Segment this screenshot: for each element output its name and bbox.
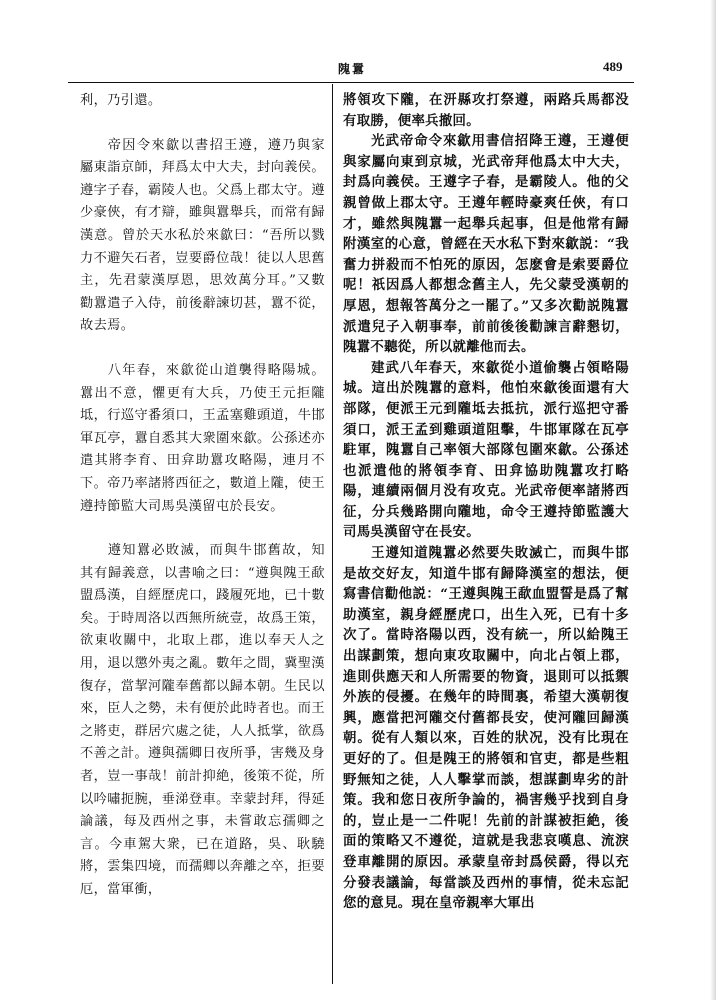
- translation-column: [343, 90, 629, 914]
- right-paragraph-2: 建武八年春天，來歙從小道偷襲占領略陽城。這出於隗囂的意料，他怕來歙後面還有大部隊，便派王元到隴坻去抵抗，派行巡把守番須口，派王孟到雞頭道阻擊，牛邯軍隊在瓦亭駐軍，隗囂自己率領大部隊包圍來歙。公孫述也派遣他的將領李育、田弇協助隗囂攻打略陽，連續兩個月没有攻克。光武帝便率諸將西征，分兵幾路開向隴地，命令王遵持節監護大司馬吳漢留守在長安。: [343, 359, 629, 541]
- header-rule: [68, 82, 634, 83]
- original-text-column: [80, 90, 325, 902]
- right-paragraph-1: 光武帝命令來歙用書信招降王遵，王遵便與家屬向東到京城，光武帝拜他爲太中大夫，封爲向義侯。王遵字子春，是霸陵人。他的父親曾做上郡太守。王遵年輕時豪爽任俠，有口才，雖然與隗囂一起舉兵起事，但是他常有歸附漢室的心意，曾經在天水私下對來歙説：“我奮力拼殺而不怕死的原因，怎麽會是索要爵位呢！祇因爲人都想念舊主人，先父蒙受漢朝的厚恩，想報答萬分之一罷了。”又多次勸説隗囂派遣兒子入朝事奉，前前後後勸諫言辭懇切，隗囂不聽從，所以就離他而去。: [343, 133, 629, 356]
- left-paragraph-2: 八年春，來歙從山道襲得略陽城。囂出不意，懼更有大兵，乃使王元拒隴坻，行巡守番須口，王孟塞雞頭道，牛邯軍瓦亭，囂自悉其大衆圍來歙。公孫述亦遣其將李育、田弇助囂攻略陽，連月不下。帝乃率諸將西征之，數道上隴，使王遵持節監大司馬吳漢留屯於長安。: [80, 362, 325, 514]
- right-paragraph-0: 將領攻下隴，在汧縣攻打祭遵，兩路兵馬都没有取勝，便率兵撤回。: [343, 92, 629, 129]
- left-paragraph-1: 帝因令來歙以書招王遵，遵乃與家屬東詣京師，拜爲太中大夫，封向義侯。遵字子春，霸陵人也。父爲上郡太守。遵少豪俠，有才辯，雖與囂舉兵，而常有歸漢意。曾於天水私於來歙曰：“吾所以戮力不避矢石者，豈要爵位哉！徒以人思舊主，先君蒙漢厚恩，思效萬分耳。”又數勸囂遣子入侍，前後辭諫切甚，囂不從，故去焉。: [80, 137, 325, 334]
- paragraph-gap: [80, 338, 325, 360]
- left-paragraph-0: 利，乃引還。: [80, 93, 162, 108]
- paragraph-gap: [80, 113, 325, 135]
- column-divider: [332, 84, 333, 984]
- right-paragraph-3: 王遵知道隗囂必然要失敗滅亡，而與牛邯是故交好友，知道牛邯有歸降漢室的想法，便寫書信勸他説：“王遵與隗王歃血盟誓是爲了幫助漢室，親身經歷虎口，出生入死，已有十多次了。當時洛陽以西，没有統一，所以給隗王出謀劃策，想向東攻取關中，向北占領上郡，進則供應天和人所需要的物資，退則可以抵禦外族的侵擾。在幾年的時間裏，希望大漢朝復興，應當把河隴交付舊都長安，使河隴回歸漢朝。從有人類以來，百姓的狀况，没有比現在更好的了。但是隗王的將領和官吏，都是些粗野無知之徒，人人擊掌而談，想謀劃卑劣的計策。我和您日夜所争論的，禍害幾乎找到自身的，豈止是一二件呢！先前的計謀被拒絶，後面的策略又不遵從，這就是我悲哀嘆息、流淚登車離開的原因。承蒙皇帝封爲侯爵，得以充分發表議論，每當談及西州的事情，從未忘記您的意見。現在皇帝親率大軍出: [343, 545, 629, 912]
- running-title: 隗囂: [338, 62, 367, 76]
- page-number: 489: [603, 59, 623, 74]
- left-paragraph-3: 遵知囂必敗滅，而與牛邯舊故，知其有歸義意，以書喻之曰：“遵與隗王歃盟爲漢，自經歷虎口，踐履死地，已十數矣。于時周洛以西無所統壹，故爲王策，欲東收關中，北取上郡，進以奉天人之用，退以懲外夷之亂。數年之間，冀聖漢復存，當挈河隴奉舊都以歸本朝。生民以來，臣人之勢，未有便於此時者也。而王之將吏，群居穴處之徒，人人抵掌，欲爲不善之計。遵與孺卿日夜所爭，害幾及身者，豈一事哉！前計抑絶，後策不從，所以吟嘯扼腕，垂涕登車。幸蒙封拜，得延論議，每及西州之事，未嘗敢忘孺卿之言。今車駕大衆，已在道路，吳、耿驍將，雲集四境，而孺卿以奔離之卒，拒要厄，當軍衝，: [80, 543, 325, 897]
- paragraph-gap: [80, 518, 325, 540]
- scan-edge-shadow: [710, 0, 716, 1000]
- page-header: [0, 60, 716, 80]
